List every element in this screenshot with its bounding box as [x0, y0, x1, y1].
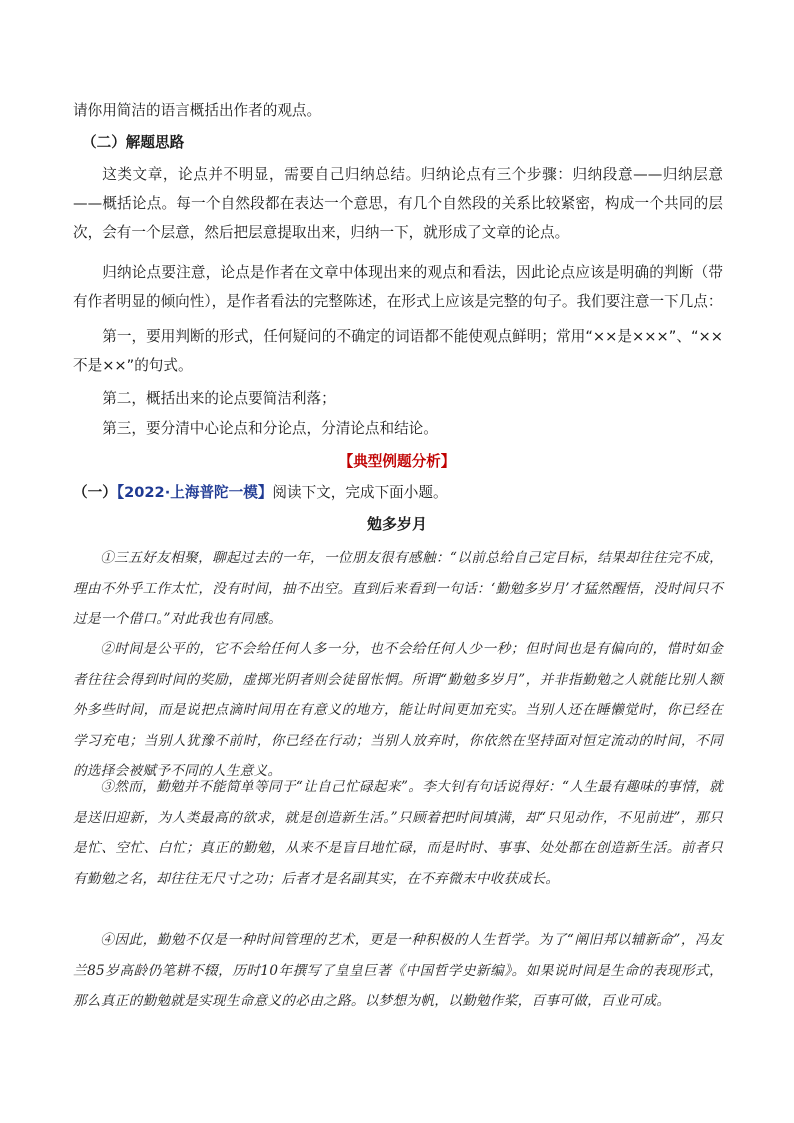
- essay-paragraph-1: ①三五好友相聚，聊起过去的一年，一位朋友很有感触：“以前总给自己定目标，结果却往往完不成，理由不外乎工作太忙，没有时间，抽不出空。直到后来看到一句话：‘勤勉多岁月’才猛然醒悟，没时间只不过是一个借口。”对此我也有同感。: [73, 550, 723, 627]
- method-paragraph-3: 第一，要用判断的形式，任何疑问的不确定的词语都不能使观点鲜明；常用“××是×××”、“××不是××”的句式。: [73, 328, 723, 374]
- essay-paragraph-4: ④因此，勤勉不仅是一种时间管理的艺术，更是一种积极的人生哲学。为了“阐旧邦以辅新命”，冯友兰85岁高龄仍笔耕不辍，历时10年撰写了皇皇巨著《中国哲学史新编》。如果说时间是生命的表现形式，那么真正的勤勉就是实现生命意义的必由之路。以梦想为帆，以勤勉作桨，百事可做，百业可成。: [73, 932, 723, 1009]
- example-source-line: [73, 478, 723, 507]
- source-tag: 【2022·上海普陀一模】: [116, 484, 273, 501]
- question-text: 请你用简洁的语言概括出作者的观点。: [73, 102, 322, 119]
- section-heading: （二）解题思路: [82, 134, 185, 151]
- essay-paragraph-3: ③然而，勤勉并不能简单等同于“让自己忙碌起来”。李大钊有句话说得好：“人生最有趣味的事情，就是送旧迎新，为人类最高的欲求，就是创造新生活。”只顾着把时间填满，却“只见动作，不见前进”，那只是忙、空忙、白忙；真正的勤勉，从来不是盲目地忙碌，而是时时、事事、处处都在创造新生活。前者只有勤勉之名，却往往无尺寸之功；后者才是名副其实，在不弃微末中收获成长。: [73, 779, 723, 887]
- example-instruction: 阅读下文，完成下面小题。: [272, 484, 448, 501]
- method-paragraph-2: 归纳论点要注意，论点是作者在文章中体现出来的观点和看法，因此论点应该是明确的判断（带有作者明显的倾向性），是作者看法的完整陈述，在形式上应该是完整的句子。我们要注意一下几点：: [73, 264, 723, 310]
- example-section-heading: 【典型例题分析】: [338, 453, 456, 470]
- essay-title: 勉多岁月: [366, 515, 427, 533]
- method-paragraph-4: 第二，概括出来的论点要简洁利落；: [102, 390, 336, 407]
- method-paragraph-5: 第三，要分清中心论点和分论点，分清论点和结论。: [102, 420, 438, 437]
- essay-paragraph-2: ②时间是公平的，它不会给任何人多一分，也不会给任何人少一秒；但时间也是有偏向的，惜时如金者往往会得到时间的奖励，虚掷光阴者则会徒留怅惘。所谓“勤勉多岁月”，并非指勤勉之人就能比别人额外多些时间，而是说把点滴时间用在有意义的地方，能让时间更加充实。当别人还在睡懒觉时，你已经在学习充电；当别人犹豫不前时，你已经在行动；当别人放弃时，你依然在坚持面对恒定流动的时间，不同的选择会被赋予不同的人生意义。: [73, 641, 723, 779]
- method-paragraph-1: 这类文章，论点并不明显，需要自己归纳总结。归纳论点有三个步骤：归纳段意——归纳层意——概括论点。每一个自然段都在表达一个意思，有几个自然段的关系比较紧密，构成一个共同的层次，会有一个层意，然后把层意提取出来，归纳一下，就形成了文章的论点。: [73, 166, 723, 241]
- example-number: （一）: [73, 484, 117, 501]
